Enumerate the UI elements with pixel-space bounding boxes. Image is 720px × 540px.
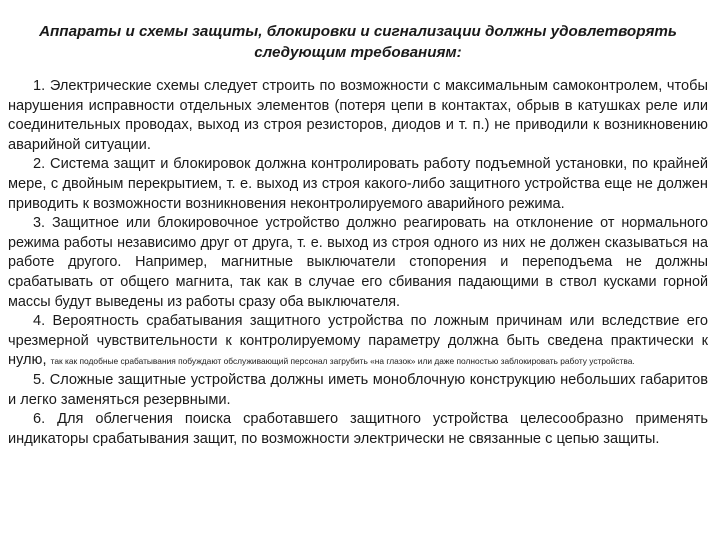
paragraph-4: [8, 312, 708, 371]
paragraph-4-main-text: 4. Вероятность срабатывания защитного устройства по ложным причинам или вследствие его чрезмерной чувствительности к контролируемому параметру должна быть сведена практически к нулю,: [8, 313, 708, 369]
document-title: Аппараты и схемы защиты, блокировки и сигнализации должны удовлетворять следующим требованиям:: [39, 23, 677, 61]
paragraph-5: 5. Сложные защитные устройства должны иметь моноблочную конструкцию небольших габаритов и легко заменяться резервными.: [8, 371, 708, 408]
paragraph-6: 6. Для облегчения поиска сработавшего защитного устройства целесообразно применять индикаторы срабатывания защит, по возможности электрически не связанные с цепью защиты.: [8, 411, 708, 447]
paragraph-2: 2. Система защит и блокировок должна контролировать работу подъемной установки, по крайней мере, с двойным перекрытием, т. е. выход из строя какого-либо защитного устройства еще не должен приводить к возможности возникновения неконтролируемого аварийного режима.: [8, 156, 708, 212]
paragraph-4-small-text: так как подобные срабатывания побуждают обслуживающий персонал загрубить «на глазок» или даже полностью заблокировать работу устройства.: [50, 356, 635, 367]
paragraph-3: 3. Защитное или блокировочное устройство должно реагировать на отклонение от нормального режима работы независимо друг от друга, т. е. выход из строя одного из них не должен сказываться на работе другого. Например, магнитные выключатели стопорения и переподъема не должны срабатывать от общего магнита, так как в случае его сбивания падающими в ствол кусками горной массы будут выведены из работы сразу оба выключателя.: [8, 215, 708, 310]
paragraph-1: 1. Электрические схемы следует строить по возможности с максимальным самоконтролем, чтобы нарушения исправности отдельных элементов (потеря цепи в контактах, обрыв в катушках реле или соединительных проводах, выход из строя резисторов, диодов и т. п.) не приводили к возникновению аварийной ситуации.: [8, 78, 708, 153]
